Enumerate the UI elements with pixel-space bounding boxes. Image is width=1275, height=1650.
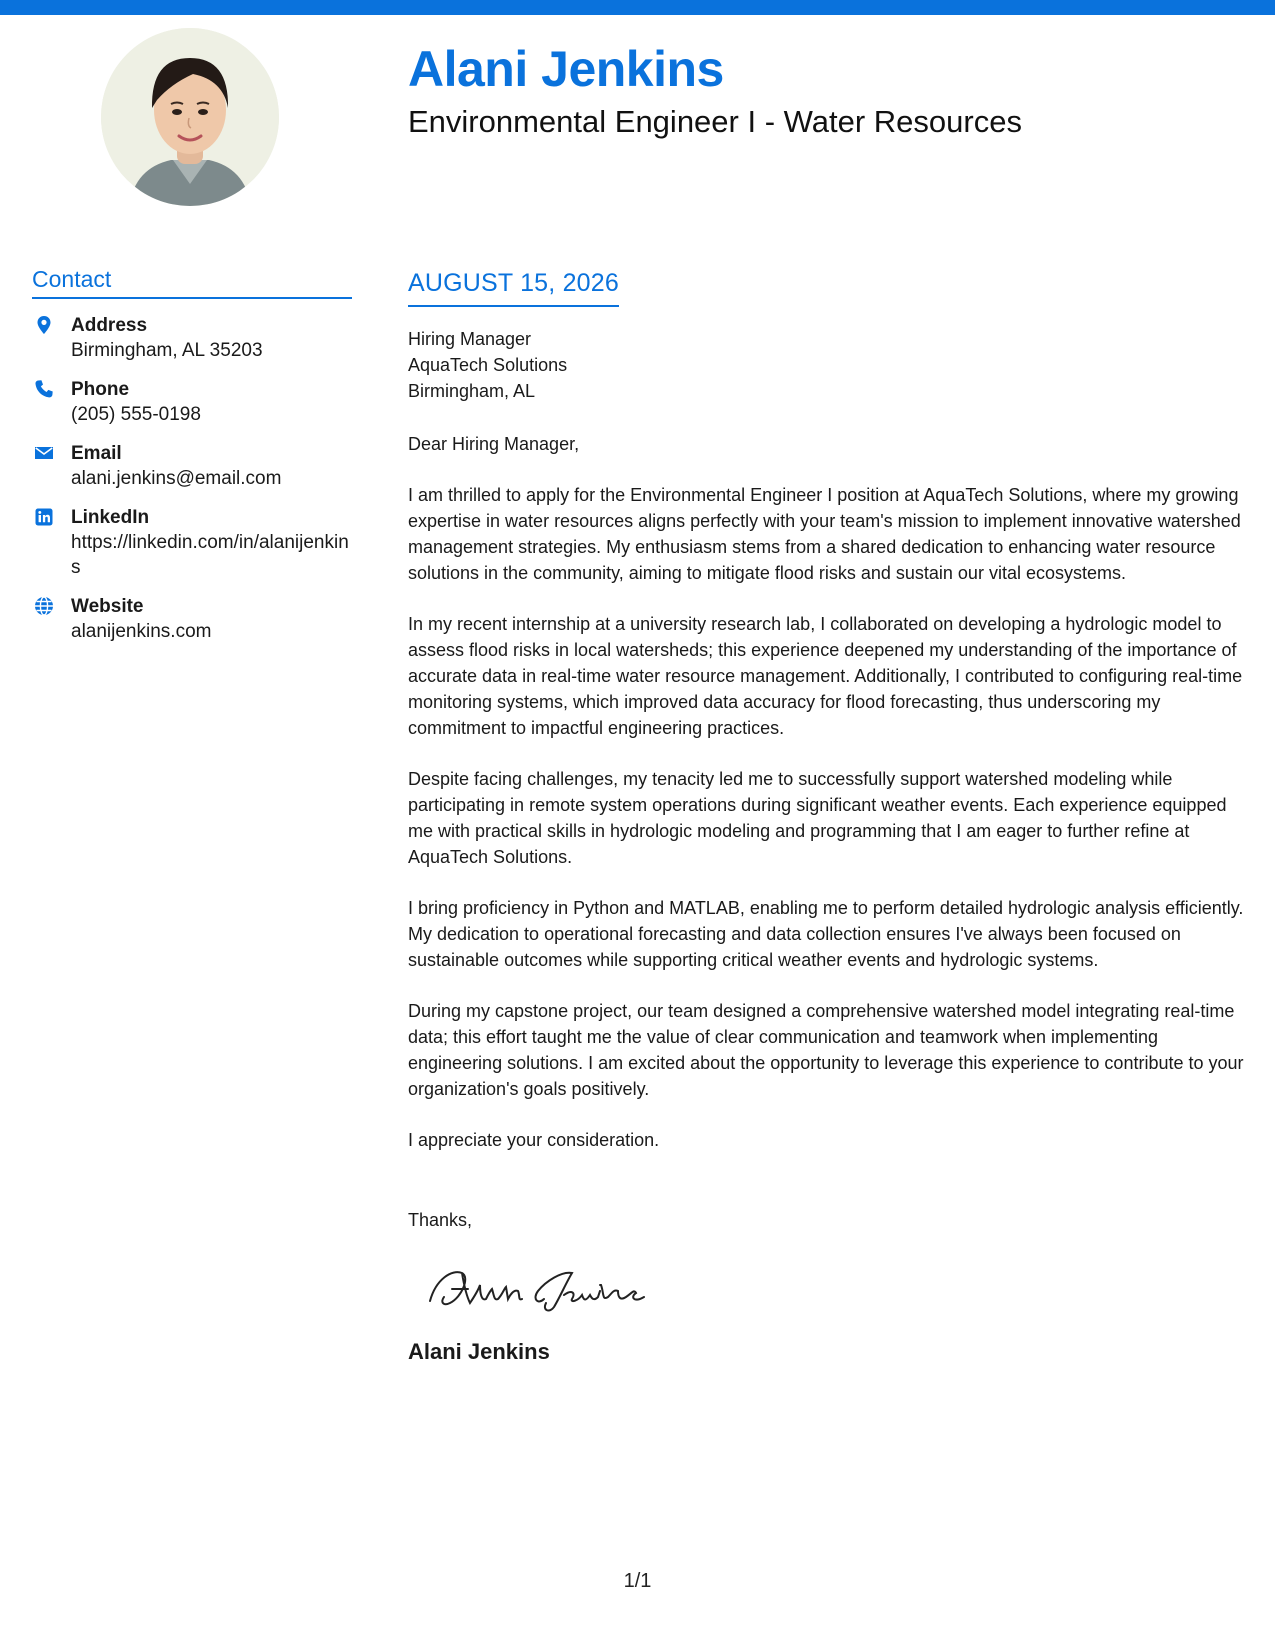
handwritten-signature bbox=[422, 1259, 662, 1319]
contact-item-linkedin bbox=[32, 505, 352, 580]
contact-label: Email bbox=[71, 442, 122, 464]
top-accent-bar bbox=[0, 0, 1275, 15]
avatar-portrait-icon bbox=[101, 28, 279, 206]
letter-paragraph: I appreciate your consideration. bbox=[408, 1130, 660, 1150]
phone-icon bbox=[34, 379, 54, 399]
profile-photo bbox=[101, 28, 279, 206]
contact-list bbox=[32, 313, 352, 644]
contact-label: Phone bbox=[71, 378, 130, 400]
recipient-line: AquaTech Solutions bbox=[408, 355, 568, 375]
globe-icon bbox=[34, 596, 54, 616]
job-title: Environmental Engineer I - Water Resources bbox=[408, 104, 1022, 139]
contact-item-phone bbox=[32, 377, 352, 427]
letter-body bbox=[408, 268, 1248, 1365]
contact-label: Address bbox=[71, 314, 148, 336]
contact-label: LinkedIn bbox=[71, 506, 150, 528]
letter-paragraph: In my recent internship at a university research lab, I collaborated on developing a hydrologic model to assess flood risks in local watersheds; this experience deepened my understanding of the importance of accurate data in real-time water resource management. Additionally, I contributed to configuring real-time monitoring systems, which improved data accuracy for flood forecasting, thus underscoring my commitment to impactful engineering practices. bbox=[408, 614, 1243, 738]
contact-label: Website bbox=[71, 595, 144, 617]
letter-date: AUGUST 15, 2026 bbox=[408, 268, 619, 307]
envelope-icon bbox=[34, 443, 54, 463]
website-value[interactable]: alanijenkins.com bbox=[71, 620, 212, 642]
letter-paragraph: During my capstone project, our team designed a comprehensive watershed model integrating real-time data; this effort taught me the value of clear communication and teamwork when implementing engineering solutions. I am excited about the opportunity to leverage this experience to contribute to your organization's goals positively. bbox=[408, 1001, 1244, 1099]
signer-name: Alani Jenkins bbox=[408, 1339, 550, 1364]
location-pin-icon bbox=[34, 315, 54, 335]
phone-value: (205) 555-0198 bbox=[71, 403, 201, 425]
recipient-line: Hiring Manager bbox=[408, 329, 532, 349]
letter-paragraph: I am thrilled to apply for the Environmental Engineer I position at AquaTech Solutions, where my growing expertise in water resources aligns perfectly with your team's mission to implement innovative watershed management strategies. My enthusiasm stems from a shared dedication to enhancing water resource solutions in the community, aiming to mitigate flood risks and sustain our vital ecosystems. bbox=[408, 485, 1241, 583]
recipient-line: Birmingham, AL bbox=[408, 381, 536, 401]
salutation: Dear Hiring Manager, bbox=[408, 434, 580, 454]
contact-item-address bbox=[32, 313, 352, 363]
candidate-name: Alani Jenkins bbox=[408, 41, 724, 97]
email-value[interactable]: alani.jenkins@email.com bbox=[71, 467, 282, 489]
page-number: 1/1 bbox=[623, 1570, 652, 1592]
letter-paragraph: I bring proficiency in Python and MATLAB, enabling me to perform detailed hydrologic analysis efficiently. My dedication to operational forecasting and data collection ensures I've always been focused on sustainable outcomes while supporting critical weather events and hydrologic systems. bbox=[408, 898, 1244, 970]
linkedin-icon bbox=[34, 507, 54, 527]
closing: Thanks, bbox=[408, 1210, 473, 1230]
contact-heading: Contact bbox=[32, 266, 352, 299]
contact-item-website bbox=[32, 594, 352, 644]
contact-item-email bbox=[32, 441, 352, 491]
contact-sidebar bbox=[32, 266, 352, 658]
recipient-block bbox=[408, 326, 1248, 404]
linkedin-value[interactable]: https://linkedin.com/in/alanijenkins bbox=[71, 531, 349, 578]
letter-paragraph: Despite facing challenges, my tenacity led me to successfully support watershed modeling while participating in remote system operations during significant weather events. Each experience equipped me with practical skills in hydrologic modeling and programming that I am eager to further refine at AquaTech Solutions. bbox=[408, 769, 1227, 867]
address-value: Birmingham, AL 35203 bbox=[71, 339, 263, 361]
